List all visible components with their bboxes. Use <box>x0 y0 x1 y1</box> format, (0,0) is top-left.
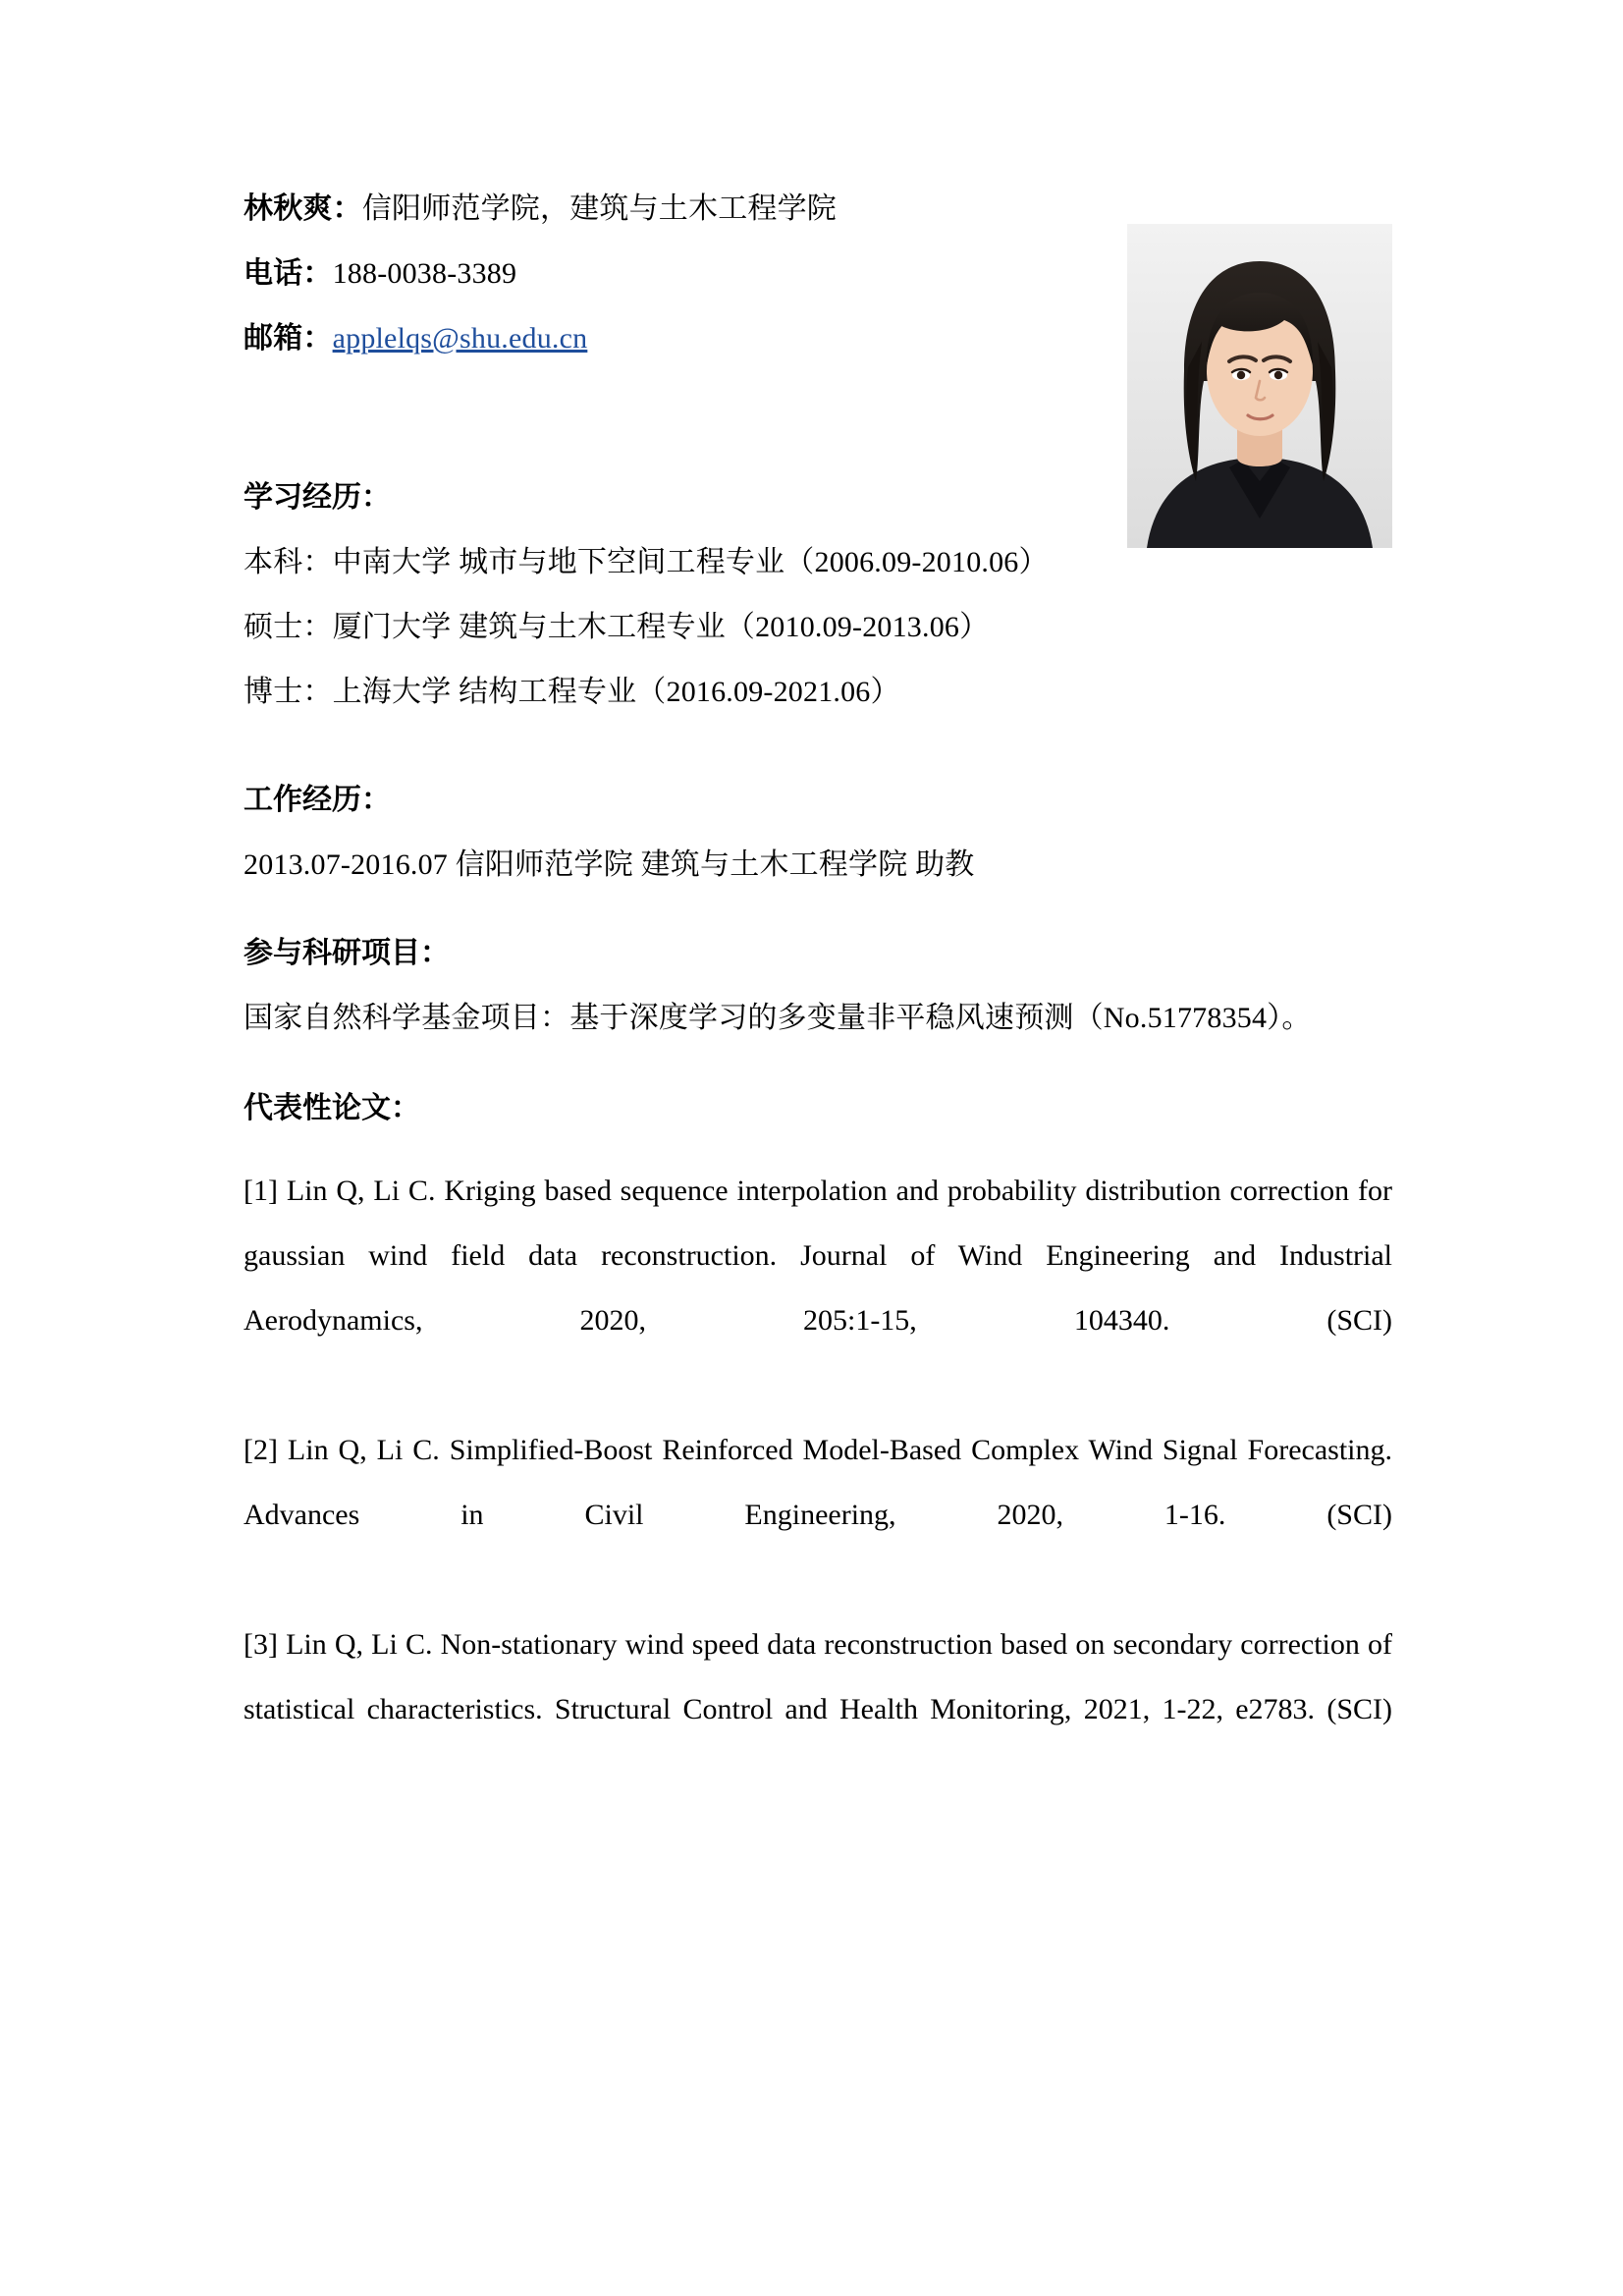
papers-list <box>243 1159 1392 1807</box>
spacer-after-header <box>243 371 1392 465</box>
header-name-line <box>243 177 1392 242</box>
email-label: 邮箱： <box>243 322 333 355</box>
phone-value: 188-0038-3389 <box>332 257 517 290</box>
person-affiliation: 信阳师范学院，建筑与土木工程学院 <box>361 192 838 225</box>
paper-item: [2] Lin Q, Li C. Simplified-Boost Reinforced Model-Based Complex Wind Signal Forecasting. Advances in Civil Engineering, 2020, 1-16. (SCI) <box>243 1434 1392 1531</box>
education-item-2: 博士：上海大学 结构工程专业（2016.09-2021.06） <box>243 676 900 708</box>
education-item-1: 硕士：厦门大学 建筑与土木工程专业（2010.09-2013.06） <box>243 611 990 643</box>
header-email-line <box>243 306 1392 371</box>
work-heading: 工作经历： <box>243 784 391 816</box>
spacer-after-projects <box>243 1051 1392 1076</box>
papers-heading: 代表性论文： <box>243 1092 420 1124</box>
person-name: 林秋爽： <box>243 192 362 225</box>
work-item-0: 2013.07-2016.07 信阳师范学院 建筑与土木工程学院 助教 <box>243 848 975 881</box>
phone-label: 电话： <box>243 257 333 290</box>
paper-item: [3] Lin Q, Li C. Non-stationary wind speed data reconstruction based on secondary correction of statistical characteristics. Structural Control and Health Monitoring, 2021, 1-22, e2783. (SCI) <box>243 1628 1392 1725</box>
education-item-0: 本科：中南大学 城市与地下空间工程专业（2006.09-2010.06） <box>243 546 1049 578</box>
projects-heading: 参与科研项目： <box>243 937 450 969</box>
document-body <box>243 177 1392 1807</box>
email-link[interactable]: applelqs@shu.edu.cn <box>332 322 588 355</box>
spacer-after-education <box>243 725 1392 768</box>
header-phone-line <box>243 242 1392 306</box>
spacer-after-work <box>243 898 1392 921</box>
projects-item-0: 国家自然科学基金项目：基于深度学习的多变量非平稳风速预测（No.51778354）。 <box>243 1002 1312 1034</box>
paper-item: [1] Lin Q, Li C. Kriging based sequence interpolation and probability distribution correction for gaussian wind field data reconstruction. Journal of Wind Engineering and Industrial Aerodynamics, 2020, 205:1-15, 104340. (SCI) <box>243 1175 1392 1337</box>
education-heading: 学习经历： <box>243 481 391 514</box>
